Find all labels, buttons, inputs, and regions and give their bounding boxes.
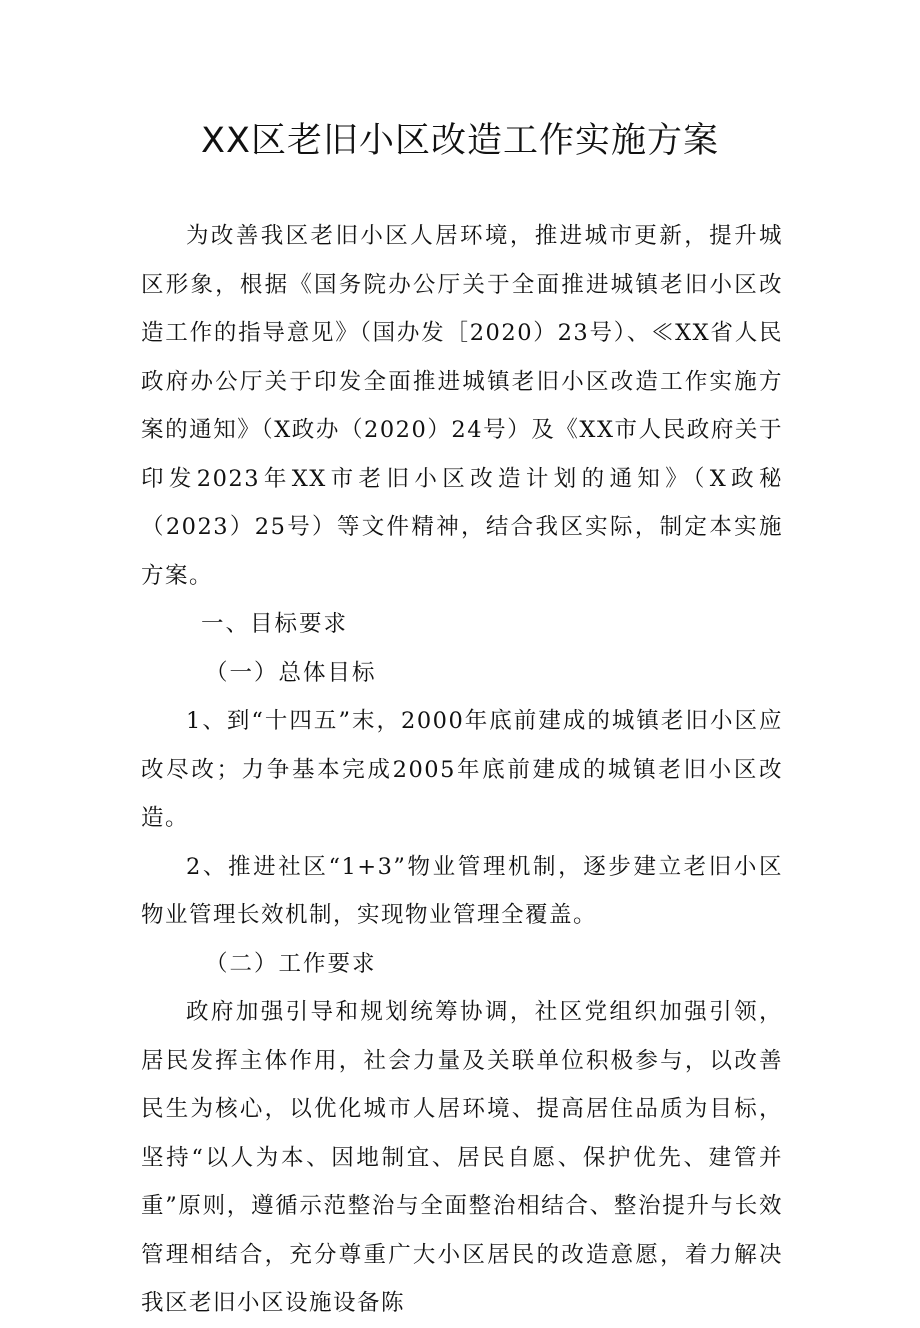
subsection-heading-work-requirements: （二）工作要求 (205, 950, 377, 977)
document-body (141, 212, 783, 1328)
intro-paragraph: 为改善我区老旧小区人居环境，推进城市更新，提升城区形象，根据《国务院办公厅关于全面推进城镇老旧小区改造工作的指导意见》（国办发［2020）23号）、≪XX省人民政府办公厅关于印发全面推进城镇老旧小区改造工作实施方案的通知》（X政办（2020）24号）及《XX市人民政府关于印发2023年XX市老旧小区改造计划的通知》（X政秘（2023）25号）等文件精神，结合我区实际，制定本实施方案。 (141, 223, 783, 589)
goal-item-1: 1、到“十四五”末，2000年底前建成的城镇老旧小区应改尽改；力争基本完成2005年底前建成的城镇老旧小区改造。 (141, 708, 783, 831)
subsection-heading-overall-goals: （一）总体目标 (205, 659, 377, 686)
document-title: XX区老旧小区改造工作实施方案 (201, 121, 719, 161)
goal-item-2: 2、推进社区“1+3”物业管理机制，逐步建立老旧小区物业管理长效机制，实现物业管理全覆盖。 (141, 853, 783, 928)
requirements-paragraph: 政府加强引导和规划统筹协调，社区党组织加强引领，居民发挥主体作用，社会力量及关联单位积极参与，以改善民生为核心，以优化城市人居环境、提高居住品质为目标，坚持“以人为本、因地制宜、居民自愿、保护优先、建管并重”原则，遵循示范整治与全面整治相结合、整治提升与长效管理相结合，充分尊重广大小区居民的改造意愿，着力解决我区老旧小区设施设备陈 (141, 999, 783, 1316)
section-heading-goals: 一、目标要求 (201, 611, 349, 637)
